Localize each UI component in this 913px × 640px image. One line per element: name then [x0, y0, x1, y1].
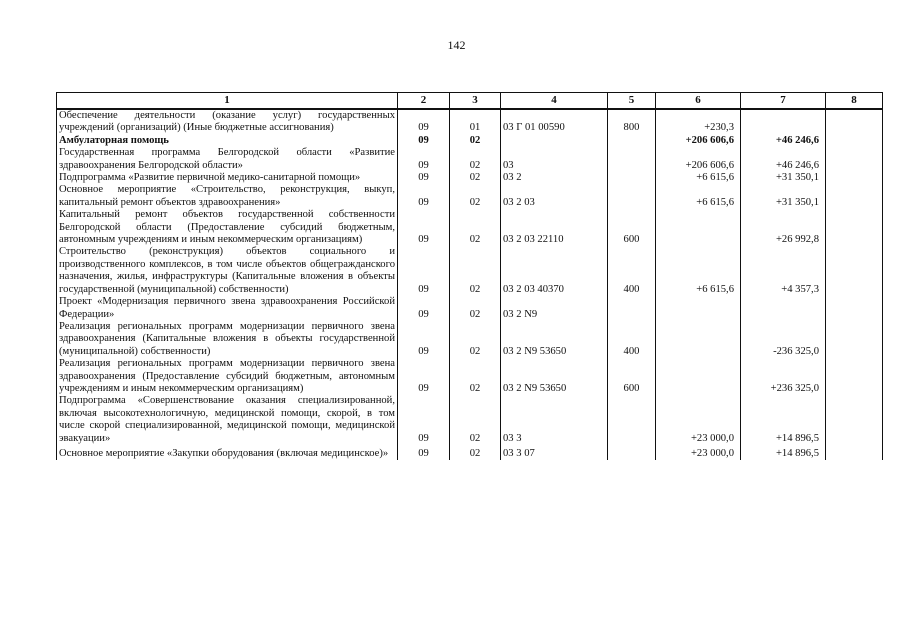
row-description: Обеспечение деятельности (оказание услуг) государственных учреждений (организаций) (Иные бюджетные ассигнования) [57, 109, 398, 135]
row-amount-col7: +4 357,3 [741, 246, 826, 296]
table-row [57, 445, 883, 460]
row-amount-col8 [826, 358, 883, 395]
row-amount-col6: +206 606,6 [656, 147, 741, 172]
row-amount-col8 [826, 246, 883, 296]
row-description: Государственная программа Белгородской области «Развитие здравоохранения Белгородской области» [57, 147, 398, 172]
row-amount-col7: +236 325,0 [741, 358, 826, 395]
row-target-article [501, 135, 608, 147]
row-podrazdel: 02 [450, 358, 501, 395]
row-podrazdel: 02 [450, 147, 501, 172]
row-target-article: 03 2 03 22110 [501, 209, 608, 246]
row-razdel: 09 [398, 321, 450, 358]
row-description: Капитальный ремонт объектов государственной собственности Белгородской области (Предоставление субсидий бюджетным, автономным учреждениям и иным некоммерческим организациям) [57, 209, 398, 246]
row-amount-col6 [656, 209, 741, 246]
row-description: Проект «Модернизация первичного звена здравоохранения Российской Федерации» [57, 296, 398, 321]
row-target-article: 03 Г 01 00590 [501, 109, 608, 135]
row-amount-col8 [826, 147, 883, 172]
row-amount-col6 [656, 296, 741, 321]
header-col-1: 1 [57, 93, 398, 110]
header-col-5: 5 [608, 93, 656, 110]
row-target-article: 03 2 03 40370 [501, 246, 608, 296]
row-razdel: 09 [398, 147, 450, 172]
row-podrazdel: 01 [450, 109, 501, 135]
row-amount-col7: +46 246,6 [741, 135, 826, 147]
row-expense-type [608, 147, 656, 172]
row-amount-col8 [826, 209, 883, 246]
table-row [57, 209, 883, 246]
row-amount-col6: +23 000,0 [656, 445, 741, 460]
row-podrazdel: 02 [450, 184, 501, 209]
row-razdel: 09 [398, 358, 450, 395]
row-amount-col8 [826, 296, 883, 321]
row-amount-col7: +46 246,6 [741, 147, 826, 172]
row-expense-type [608, 172, 656, 184]
row-razdel: 09 [398, 445, 450, 460]
row-amount-col8 [826, 109, 883, 135]
row-amount-col7: +31 350,1 [741, 184, 826, 209]
row-amount-col6: +23 000,0 [656, 395, 741, 445]
row-amount-col7 [741, 296, 826, 321]
row-amount-col6 [656, 321, 741, 358]
page-number: 142 [447, 38, 466, 52]
row-expense-type [608, 296, 656, 321]
row-amount-col6: +230,3 [656, 109, 741, 135]
table-row [57, 321, 883, 358]
budget-table [56, 92, 883, 460]
table-header-row [57, 93, 883, 110]
row-podrazdel: 02 [450, 209, 501, 246]
row-amount-col8 [826, 395, 883, 445]
row-amount-col7 [741, 109, 826, 135]
row-target-article: 03 3 [501, 395, 608, 445]
row-razdel: 09 [398, 395, 450, 445]
header-col-6: 6 [656, 93, 741, 110]
table-row [57, 296, 883, 321]
row-description: Подпрограмма «Развитие первичной медико-санитарной помощи» [57, 172, 398, 184]
row-razdel: 09 [398, 296, 450, 321]
header-col-3: 3 [450, 93, 501, 110]
row-expense-type [608, 445, 656, 460]
row-amount-col8 [826, 184, 883, 209]
row-razdel: 09 [398, 184, 450, 209]
header-col-8: 8 [826, 93, 883, 110]
row-description: Подпрограмма «Совершенствование оказания специализированной, включая высокотехнологичную, медицинской помощи, скорой, в том числе скорой специализированной, медицинской помощи, медицинской эвакуации» [57, 395, 398, 445]
row-amount-col6: +6 615,6 [656, 246, 741, 296]
row-podrazdel: 02 [450, 135, 501, 147]
row-amount-col7: +14 896,5 [741, 395, 826, 445]
row-amount-col8 [826, 445, 883, 460]
row-target-article: 03 [501, 147, 608, 172]
row-target-article: 03 2 N9 [501, 296, 608, 321]
row-amount-col7: +14 896,5 [741, 445, 826, 460]
row-podrazdel: 02 [450, 395, 501, 445]
row-expense-type [608, 395, 656, 445]
row-razdel: 09 [398, 135, 450, 147]
header-col-4: 4 [501, 93, 608, 110]
row-expense-type: 600 [608, 209, 656, 246]
row-expense-type: 400 [608, 246, 656, 296]
row-amount-col6 [656, 358, 741, 395]
header-col-2: 2 [398, 93, 450, 110]
row-description: Строительство (реконструкция) объектов социального и производственного комплексов, в том числе объектов общегражданского назначения, жилья, инфраструктуры (Капитальные вложения в объекты государственной (муниципальной) собственности) [57, 246, 398, 296]
row-target-article: 03 2 03 [501, 184, 608, 209]
table-row [57, 172, 883, 184]
row-expense-type: 400 [608, 321, 656, 358]
row-amount-col8 [826, 135, 883, 147]
table-row [57, 395, 883, 445]
table-row [57, 109, 883, 135]
table-row [57, 135, 883, 147]
row-razdel: 09 [398, 209, 450, 246]
row-amount-col7: +31 350,1 [741, 172, 826, 184]
row-amount-col8 [826, 172, 883, 184]
row-description: Основное мероприятие «Закупки оборудования (включая медицинское)» [57, 445, 398, 460]
row-description: Амбулаторная помощь [57, 135, 398, 147]
row-expense-type [608, 135, 656, 147]
row-target-article: 03 2 [501, 172, 608, 184]
row-target-article: 03 2 N9 53650 [501, 321, 608, 358]
row-amount-col8 [826, 321, 883, 358]
row-target-article: 03 3 07 [501, 445, 608, 460]
table-row [57, 358, 883, 395]
row-amount-col6: +6 615,6 [656, 172, 741, 184]
row-amount-col7: -236 325,0 [741, 321, 826, 358]
table-row [57, 184, 883, 209]
row-expense-type: 800 [608, 109, 656, 135]
row-expense-type [608, 184, 656, 209]
header-col-7: 7 [741, 93, 826, 110]
row-podrazdel: 02 [450, 296, 501, 321]
row-podrazdel: 02 [450, 246, 501, 296]
row-description: Реализация региональных программ модернизации первичного звена здравоохранения (Предоставление субсидий бюджетным, автономным учреждениям и иным некоммерческим организациям) [57, 358, 398, 395]
row-razdel: 09 [398, 246, 450, 296]
table-row [57, 246, 883, 296]
row-razdel: 09 [398, 109, 450, 135]
table-row [57, 147, 883, 172]
row-razdel: 09 [398, 172, 450, 184]
row-amount-col6: +206 606,6 [656, 135, 741, 147]
row-target-article: 03 2 N9 53650 [501, 358, 608, 395]
row-description: Реализация региональных программ модернизации первичного звена здравоохранения (Капитальные вложения в объекты государственной (муниципальной) собственности) [57, 321, 398, 358]
row-amount-col7: +26 992,8 [741, 209, 826, 246]
row-expense-type: 600 [608, 358, 656, 395]
row-podrazdel: 02 [450, 321, 501, 358]
row-podrazdel: 02 [450, 445, 501, 460]
row-description: Основное мероприятие «Строительство, реконструкция, выкуп, капитальный ремонт объектов здравоохранения» [57, 184, 398, 209]
row-podrazdel: 02 [450, 172, 501, 184]
row-amount-col6: +6 615,6 [656, 184, 741, 209]
